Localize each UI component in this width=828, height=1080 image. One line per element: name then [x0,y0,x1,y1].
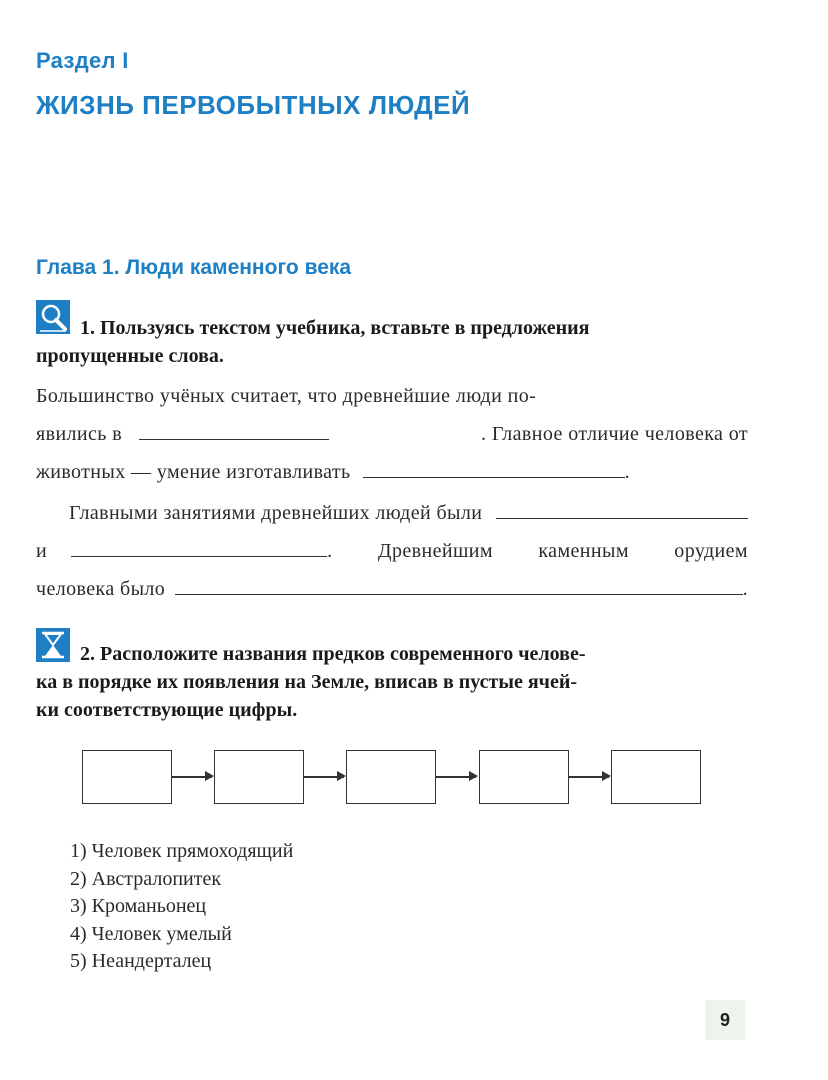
text-fragment: . [624,461,630,483]
section-title: ЖИЗНЬ ПЕРВОБЫТНЫХ ЛЮДЕЙ [36,90,471,120]
task-1-paragraph-1 [36,377,748,491]
sequence-diagram [82,750,702,806]
task-2-heading-line: 2. Расположите названия предков современного челове- [80,643,586,665]
list-item: 5) Неандерталец [70,950,212,972]
task-2-heading [36,640,748,724]
list-item: 4) Человек умелый [70,922,232,945]
text-fragment: человека было [36,578,166,600]
text-line [36,415,748,453]
page-number: 9 [705,1000,745,1040]
text-fragment: . Древнейшим каменным орудием [327,540,748,562]
answer-blank-5[interactable] [175,576,742,595]
list-item: 3) Кроманьонец [70,895,207,917]
text-line: Большинство учёных считает, что древнейшие люди по- [36,385,537,407]
text-fragment: и [36,540,48,562]
list-item: 2) Австралопитек [70,867,222,890]
answer-cell-4[interactable] [479,750,569,804]
answer-cell-5[interactable] [611,750,701,804]
answer-blank-4[interactable] [71,538,327,557]
answer-blank-1[interactable] [139,421,329,440]
task-1-heading [36,314,748,370]
text-fragment: . Главное отличие человека от [481,423,748,445]
answer-blank-2[interactable] [363,459,625,478]
chapter-title: Глава 1. Люди каменного века [36,256,352,279]
list-item: 1) Человек прямоходящий [70,840,294,862]
arrow-right-icon [436,776,476,778]
text-line [36,453,748,491]
answer-blank-3[interactable] [496,500,748,519]
task-1-heading-line: 1. Пользуясь текстом учебника, вставьте в предложения [80,317,590,339]
text-line [36,494,748,532]
answer-cell-2[interactable] [214,750,304,804]
task-2-heading-line: ки соответствующие цифры. [36,699,298,721]
text-fragment: животных — умение изготавливать [36,461,351,483]
options-list [70,838,293,976]
text-fragment: Главными занятиями древнейших людей были [69,502,483,524]
arrow-right-icon [172,776,212,778]
answer-cell-3[interactable] [346,750,436,804]
text-fragment: явились в [36,423,123,445]
answer-cell-1[interactable] [82,750,172,804]
arrow-right-icon [304,776,344,778]
text-fragment: . [742,578,748,600]
task-2-heading-line: ка в порядке их появления на Земле, вписав в пустые ячей- [36,671,578,693]
task-1-heading-line: пропущенные слова. [36,345,224,367]
text-line [36,570,748,608]
text-line [36,532,748,570]
arrow-right-icon [569,776,609,778]
section-label: Раздел I [36,48,129,73]
task-1-paragraph-2 [36,494,748,608]
